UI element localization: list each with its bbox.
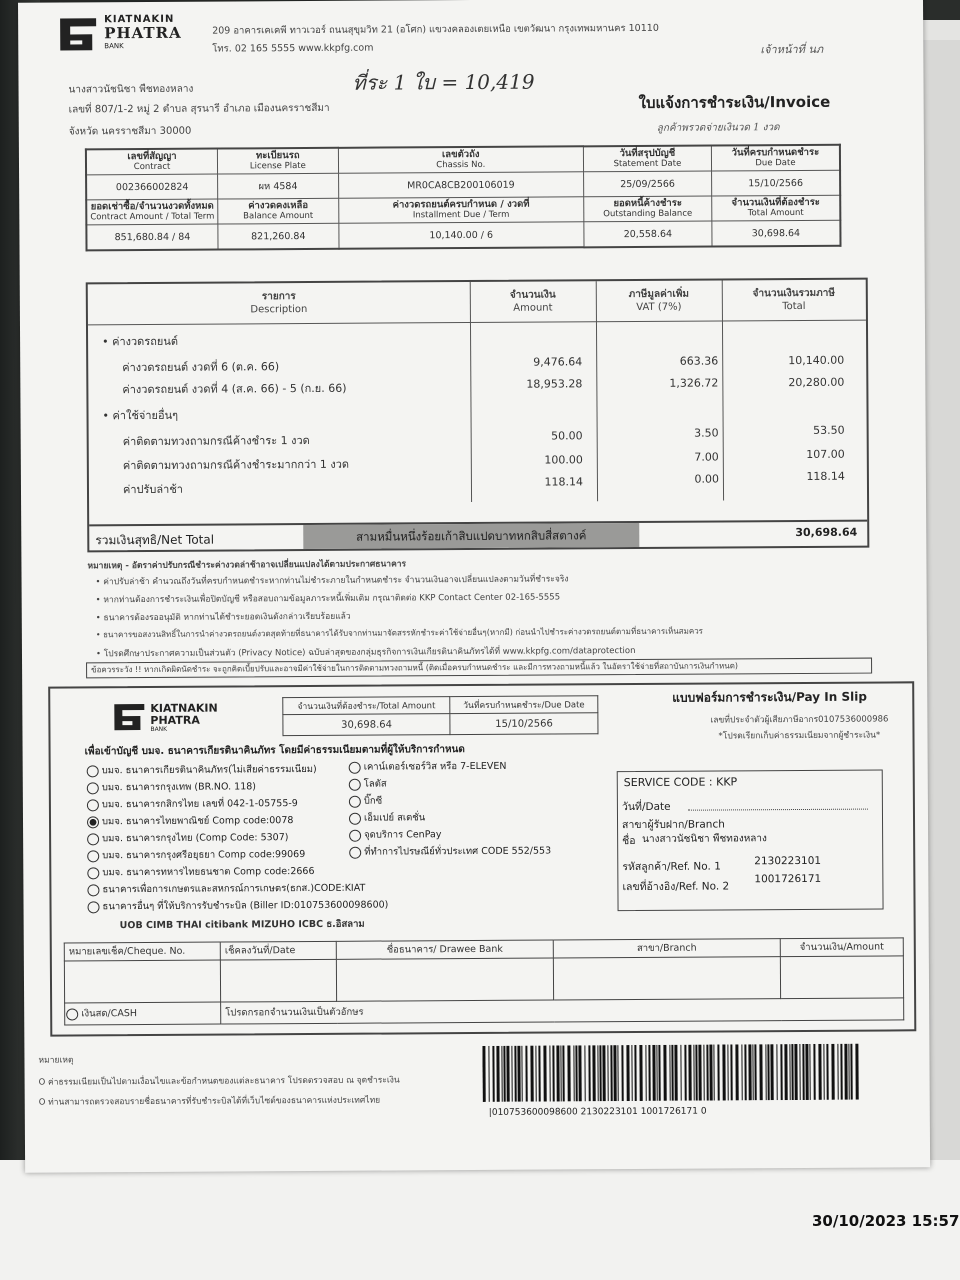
- balance-amount: 821,260.84: [218, 223, 339, 249]
- row-vat: 663.36: [679, 354, 719, 368]
- contract-label: เลขที่สัญญา Contract: [86, 149, 218, 175]
- row-label: ค่าปรับล่าช้า: [122, 482, 183, 497]
- logo-line3: BANK: [104, 42, 124, 51]
- service-box: [617, 769, 884, 911]
- radio-icon: [349, 846, 361, 858]
- handwritten-total: ที่ระ 1 ใบ = 10,419: [352, 69, 535, 95]
- amount-cell[interactable]: [780, 956, 903, 999]
- net-total-row: [89, 520, 867, 551]
- agent-option[interactable]: บิ๊กซี: [349, 792, 551, 810]
- corner-handwritten-note: เจ้าหน้าที่ นภ: [760, 42, 824, 57]
- slip-logo-line3: BANK: [150, 725, 168, 733]
- bank-phone: โทร. 02 165 5555 www.kkpfg.com: [212, 42, 374, 55]
- description-table: [86, 278, 870, 553]
- plate-label: ทะเบียนรถ License Plate: [217, 148, 338, 174]
- slip-total: 30,698.64: [283, 714, 450, 736]
- customer-name: นางสาวนัชนิชา พืชทองหลาง: [68, 83, 194, 96]
- radio-icon: [87, 867, 99, 879]
- due-date: 15/10/2566: [712, 170, 841, 196]
- warning-box: ข้อควรระวัง !! หากเกิดผิดนัดชำระ จะถูกคิดเบี้ยปรับและอาจมีค่าใช้จ่ายในการติดตามทวงถามหนี้ (ติดเมื่อครบกำหนดชำระ และมีการทวงถามหนี้แล้ว ในอัตราใช้จ่ายที่สถาบันการเงินกำหนด): [86, 658, 872, 679]
- bank-option[interactable]: บมจ. ธนาคารกรุงเทพ (BR.NO. 118): [87, 778, 388, 797]
- ref1-label: รหัสลูกค้า/Ref. No. 1: [622, 860, 721, 874]
- row-vat: 0.00: [694, 472, 719, 486]
- slip-logo-line1: KIATNAKIN: [150, 701, 218, 715]
- slip-logo-line2: PHATRA: [150, 713, 200, 727]
- agent-option[interactable]: โลตัส: [349, 775, 551, 793]
- agent-option[interactable]: เอ็มเปย์ สเตชั่น: [349, 809, 551, 827]
- bank-option[interactable]: บมจ. ธนาคารกรุงศรีอยุธยา Comp code:99069: [87, 846, 388, 865]
- radio-icon: [87, 850, 99, 862]
- row-amount: 100.00: [544, 453, 583, 467]
- agent-option[interactable]: ที่ทำการไปรษณีย์ทั่วประเทศ CODE 552/553: [349, 843, 551, 861]
- radio-icon: [87, 901, 99, 913]
- row-label: ค่าติดตามทวงถามกรณีค้างชำระมากกว่า 1 งวด: [122, 457, 350, 473]
- bank-option[interactable]: บมจ. ธนาคารกรุงไทย (Comp Code: 5307): [87, 829, 388, 848]
- statement-date: 25/09/2566: [583, 171, 711, 197]
- note-line: • โปรดศึกษาประกาศความเป็นส่วนตัว (Privacy Notice) ฉบับล่าสุดของกลุ่มธุรกิจการเงินเกียรตินาคินภัทรได้ที่ www.kkpfg.com/dataprotection: [95, 646, 636, 660]
- contract-number: 002366002824: [86, 174, 218, 200]
- radio-icon: [349, 795, 361, 807]
- group-other-expenses: • ค่าใช้จ่ายอื่นๆ: [102, 408, 179, 423]
- group-car-installment: • ค่างวดรถยนต์: [102, 334, 179, 349]
- barcode: [482, 1044, 862, 1102]
- radio-icon: [87, 884, 99, 896]
- net-total-words: สามหมื่นหนึ่งร้อยเก้าสิบแปดบาทหกสิบสี่สตางค์: [356, 528, 587, 544]
- contract-amount: 851,680.84 / 84: [86, 224, 218, 250]
- cheque-no-cell[interactable]: [64, 960, 220, 1003]
- row-total: 107.00: [806, 447, 845, 461]
- net-total-words-box: [303, 523, 639, 549]
- cash-option[interactable]: เงินสด/CASH: [65, 1002, 221, 1025]
- radio-selected-icon: [87, 816, 99, 828]
- cheque-table: [64, 937, 904, 1025]
- contract-info-table: [85, 144, 842, 252]
- invoice-page: [18, 0, 930, 1173]
- drawee-bank-cell[interactable]: [336, 958, 553, 1001]
- header-amount: จำนวนเงิน Amount: [509, 289, 556, 314]
- logo-line2: PHATRA: [104, 23, 182, 43]
- drawee-bank-header: ชื่อธนาคาร/ Drawee Bank: [336, 940, 553, 959]
- customer-address-2: จังหวัด นครราชสีมา 30000: [68, 125, 192, 138]
- row-total: 10,140.00: [788, 353, 845, 368]
- header-total: จำนวนเงินรวมภาษี Total: [752, 287, 835, 313]
- document-title: ใบแจ้งการชำระเงิน/Invoice: [638, 92, 831, 112]
- balance-label: ค่างวดคงเหลือ Balance Amount: [218, 198, 339, 224]
- radio-icon: [87, 765, 99, 777]
- slip-intro: เพื่อเข้าบัญชี บมจ. ธนาคารเกียรตินาคินภัทร โดยมีค่าธรรมเนียมตามที่ผู้ให้บริการกำหนด: [84, 744, 465, 758]
- date-line: [688, 809, 868, 811]
- slip-tax-id: เลขที่ประจำตัวผู้เสียภาษีอากร0107536000986: [710, 714, 889, 726]
- radio-icon: [349, 778, 361, 790]
- cheque-date-header: เช็คลงวันที่/Date: [220, 941, 336, 960]
- slip-due: 15/10/2566: [450, 713, 598, 735]
- radio-icon: [87, 833, 99, 845]
- branch-label: สาขาผู้รับฝาก/Branch: [622, 818, 725, 832]
- row-label: ค่าติดตามทวงถามกรณีค้างชำระ 1 งวด: [122, 433, 310, 449]
- row-vat: 3.50: [694, 426, 719, 440]
- installment-due: 10,140.00 / 6: [338, 222, 583, 249]
- slip-logo-icon: [112, 702, 146, 732]
- agent-option[interactable]: จุดบริการ CenPay: [349, 826, 551, 844]
- installment-label: ค่างวดรถยนต์ครบกำหนด / งวดที่ Installment Due / Term: [338, 197, 583, 223]
- col-sep-amount: [470, 282, 472, 502]
- bank-list-left: [87, 761, 389, 916]
- header-vat: ภาษีมูลค่าเพิ่ม VAT (7%): [628, 288, 690, 313]
- branch-cell[interactable]: [553, 957, 780, 1000]
- row-total: 20,280.00: [788, 375, 845, 390]
- row-amount: 18,953.28: [526, 377, 583, 391]
- radio-icon: [349, 761, 361, 773]
- row-amount: 9,476.64: [533, 355, 583, 369]
- bank-option[interactable]: ธนาคารเพื่อการเกษตรและสหกรณ์การเกษตร(ธกส.)CODE:KIAT: [87, 880, 388, 899]
- total-amount: 30,698.64: [712, 220, 841, 246]
- note-line: • ธนาคารขอสงวนสิทธิ์ในการนำค่างวดรถยนต์งวดสุดท้ายที่ธนาคารได้รับจากท่านมาจัดสรรหักชำระค่าใช้จ่ายอื่นๆ(หากมี) ก่อนนำไปชำระค่างวดรถยนต์ตามที่ธนาคารเห็นสมควร: [95, 626, 703, 640]
- radio-icon: [66, 1008, 78, 1020]
- slip-fee-note: *โปรดเรียกเก็บค่าธรรมเนียมจากผู้ชำระเงิน*: [718, 730, 881, 742]
- ref2-label: เลขที่อ้างอิง/Ref. No. 2: [622, 880, 730, 894]
- statement-date-label: วันที่สรุปบัญชี Statement Date: [583, 146, 711, 172]
- row-amount: 118.14: [544, 475, 583, 489]
- pay-in-slip: [48, 681, 916, 1036]
- footer-note-2: O ท่านสามารถตรวจสอบรายชื่อธนาคารที่รับชำระบิลได้ที่เว็บไซต์ของธนาคารแห่งประเทศไทย: [38, 1095, 381, 1108]
- amount-header: จำนวนเงิน/Amount: [780, 938, 903, 957]
- notes-title: หมายเหตุ - อัตราค่าปรับกรณีชำระค่างวดล่าช้าอาจเปลี่ยนแปลงได้ตามประกาศธนาคาร: [87, 559, 407, 572]
- slip-due-label: วันที่ครบกำหนดชำระ/Due Date: [450, 696, 598, 714]
- agent-option[interactable]: เคาน์เตอร์เซอร์วิส หรือ 7-ELEVEN: [349, 758, 551, 776]
- chassis-label: เลขตัวถัง Chassis No.: [338, 146, 583, 173]
- chassis-number: MR0CA8CB200106019: [338, 172, 583, 198]
- row-amount: 50.00: [551, 429, 583, 443]
- name-label: ชื่อ: [622, 835, 636, 848]
- row-total: 118.14: [806, 469, 845, 483]
- col-sep-vat: [596, 281, 598, 501]
- amount-words-cell[interactable]: โปรดกรอกจำนวนเงินเป็นตัวอักษร: [221, 998, 904, 1024]
- row-vat: 1,326.72: [669, 376, 719, 390]
- cheque-no-header: หมายเลขเช็ค/Cheque. No.: [64, 942, 220, 961]
- net-total-label: รวมเงินสุทธิ/Net Total: [95, 532, 215, 548]
- customer-address-1: เลขที่ 807/1-2 หมู่ 2 ตำบล สุรนารี อำเภอ เมืองนครราชสีมา: [68, 102, 330, 116]
- kkp-logo: [58, 14, 208, 59]
- bank-option[interactable]: บมจ. ธนาคารไทยพาณิชย์ Comp code:0078: [87, 812, 388, 831]
- cheque-date-cell[interactable]: [220, 959, 336, 1002]
- slip-amount-table: [282, 695, 598, 736]
- header-line: [88, 320, 866, 326]
- outstanding-label: ยอดหนี้ค้างชำระ Outstanding Balance: [584, 196, 712, 222]
- row-vat: 7.00: [694, 450, 719, 464]
- slip-title: แบบฟอร์มการชำระเงิน/Pay In Slip: [672, 689, 867, 705]
- bank-option[interactable]: ธนาคารอื่นๆ ที่ให้บริการรับชำระบิล (Biller ID:010753600098600): [87, 897, 388, 916]
- note-line: • ธนาคารต้องรออนุมัติ หากท่านได้ชำระยอดเงินดังกล่าวเรียบร้อยแล้ว: [95, 611, 351, 624]
- payer-name: นางสาวนัชนิชา พืชทองหลาง: [642, 833, 767, 845]
- footer-note-title: หมายเหตุ: [38, 1055, 74, 1066]
- kkp-logo-icon: [58, 16, 98, 52]
- row-label: ค่างวดรถยนต์ งวดที่ 4 (ส.ค. 66) - 5 (ก.ย. 66): [122, 381, 347, 397]
- slip-total-label: จำนวนเงินที่ต้องชำระ/Total Amount: [283, 697, 450, 715]
- bank-logos: UOB CIMB THAI citibank MIZUHO ICBC ธ.อิสลาม: [119, 918, 365, 932]
- outstanding-balance: 20,558.64: [584, 221, 712, 247]
- barcode-text: |010753600098600 2130223101 1001726171 0: [488, 1106, 707, 1118]
- date-label: วันที่/Date: [621, 800, 671, 814]
- radio-icon: [87, 799, 99, 811]
- ref1-value: 2130223101: [754, 854, 822, 868]
- radio-icon: [349, 812, 361, 824]
- bank-option[interactable]: บมจ. ธนาคารกสิกรไทย เลขที่ 042-1-05755-9: [87, 795, 388, 814]
- bank-option[interactable]: บมจ. ธนาคารเกียรตินาคินภัทร(ไม่เสียค่าธรรมเนียม): [87, 761, 388, 780]
- contract-amount-label: ยอดเช่าซื้อ/จำนวนงวดทั้งหมด Contract Amount / Total Term: [86, 199, 218, 225]
- note-line: • หากท่านต้องการชำระเงินเพื่อปิดบัญชี หรือสอบถามข้อมูลภาระหนี้เพิ่มเติม กรุณาติดต่อ KKP Contact Center 02-165-5555: [95, 592, 561, 606]
- bank-list-right: [349, 758, 552, 861]
- logo-line1: KIATNAKIN: [104, 13, 175, 26]
- bank-address: 209 อาคารเคเคพี ทาวเวอร์ ถนนสุขุมวิท 21 (อโศก) แขวงคลองเตยเหนือ เขตวัฒนา กรุงเทพมหานคร 10110: [212, 22, 659, 37]
- photo-timestamp: 30/10/2023 15:57: [812, 1212, 960, 1230]
- license-plate: ผห 4584: [218, 173, 339, 199]
- note-line: • ค่าปรับล่าช้า คำนวณถึงวันที่ครบกำหนดชำระหากท่านไม่ชำระภายในกำหนดชำระ จำนวนเงินอาจเปลี่ยนแปลงตามวันที่ชำระจริง: [95, 574, 569, 588]
- total-amount-label: จำนวนเงินที่ต้องชำระ Total Amount: [712, 195, 841, 221]
- bank-option[interactable]: บมจ. ธนาคารทหารไทยธนชาต Comp code:2666: [87, 863, 388, 882]
- col-sep-total: [722, 280, 724, 500]
- ref2-value: 1001726171: [754, 872, 822, 886]
- row-label: ค่างวดรถยนต์ งวดที่ 6 (ต.ค. 66): [122, 360, 280, 375]
- radio-icon: [349, 829, 361, 841]
- net-total-amount: 30,698.64: [795, 525, 858, 540]
- due-date-label: วันที่ครบกำหนดชำระ Due Date: [711, 145, 840, 171]
- handwritten-subnote: ลูกค้าพรวดจ่ายเงินวด 1 งวด: [656, 122, 780, 134]
- service-code: SERVICE CODE : KKP: [623, 775, 738, 790]
- radio-icon: [87, 782, 99, 794]
- footer-note-1: O ค่าธรรมเนียมเป็นไปตามเงื่อนไขและข้อกำหนดของแต่ละธนาคาร โปรดตรวจสอบ ณ จุดชำระเงิน: [38, 1075, 400, 1088]
- header-description: รายการ Description: [250, 291, 308, 316]
- branch-header: สาขา/Branch: [553, 939, 780, 958]
- row-total: 53.50: [813, 423, 845, 437]
